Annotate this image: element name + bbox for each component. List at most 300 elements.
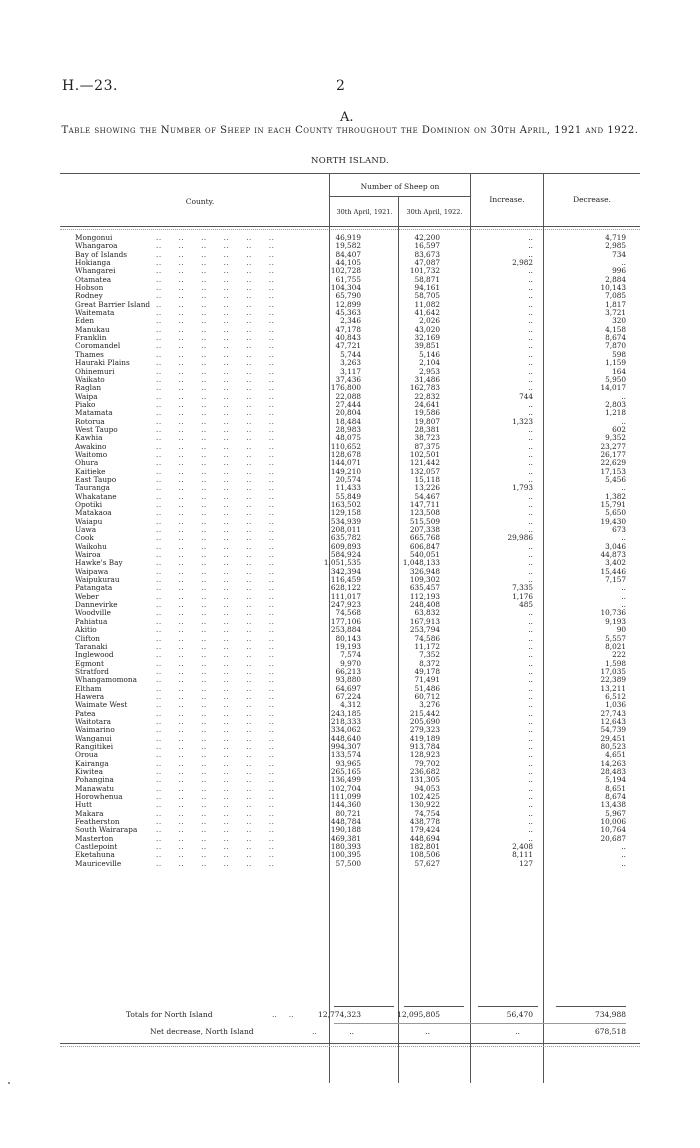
leader-dots: .. .. .. .. .. ..: [156, 474, 275, 484]
decrease-value: 4,158: [605, 324, 626, 334]
increase-value: ..: [528, 374, 533, 384]
decrease-value: 5,557: [605, 633, 626, 643]
table-row: [0, 860, 700, 868]
sheep-1921: 4,312: [340, 700, 361, 710]
county-name: Inglewood: [75, 650, 114, 660]
county-name: Akitio: [75, 625, 97, 635]
sheep-1922: 121,442: [409, 458, 440, 468]
increase-value: ..: [528, 700, 533, 710]
sheep-1922: 42,200: [414, 233, 440, 242]
sheep-1921: 149,210: [330, 466, 361, 476]
increase-value: ..: [528, 808, 533, 818]
decrease-value: 90: [616, 625, 626, 635]
decrease-value: 2,884: [605, 274, 626, 284]
increase-value: ..: [528, 658, 533, 668]
increase-value: ..: [528, 341, 533, 351]
leader-dots: .. .. .. .. .. ..: [156, 358, 275, 368]
leader-dots: .. .. .. .. .. ..: [156, 458, 275, 468]
county-name: Whangaroa: [75, 241, 118, 251]
sheep-1922: 515,509: [409, 516, 440, 526]
totals-rule-1921: [334, 1006, 394, 1007]
decrease-value: 222: [612, 650, 626, 660]
sheep-1921: 342,394: [330, 566, 361, 576]
leader-dots: .. .. .. .. .. ..: [156, 767, 275, 776]
leader-dots: .. .. .. .. .. ..: [156, 416, 275, 426]
sheep-1921: 27,444: [335, 399, 361, 409]
net-label: Net decrease, North Island: [150, 1027, 254, 1036]
sheep-1922: 109,302: [409, 575, 440, 585]
sheep-1921: 65,790: [335, 291, 361, 301]
increase-value: ..: [528, 408, 533, 418]
sheep-1922: 60,712: [414, 691, 440, 701]
leader-dots: .. .. .. .. .. ..: [156, 733, 275, 743]
sheep-1922: 130,922: [409, 800, 440, 810]
net-increase: ..: [515, 1027, 520, 1036]
sheep-1922: 236,682: [409, 767, 440, 776]
county-name: Whangamomona: [75, 675, 137, 685]
county-name: Raglan: [75, 383, 102, 393]
sheep-1921: 102,704: [330, 783, 361, 793]
leader-dots: .. .. .. .. .. ..: [156, 500, 275, 509]
county-name: Mauriceville: [75, 858, 122, 868]
leader-dots: .. .. .. .. .. ..: [156, 608, 275, 618]
sheep-1922: 1,048,133: [402, 558, 440, 568]
county-name: Rodney: [75, 291, 103, 301]
county-name: Waikato: [75, 374, 105, 384]
decrease-value: 3,046: [605, 541, 626, 551]
sheep-1922: 87,375: [414, 441, 440, 451]
table-letter: A.: [340, 110, 354, 125]
decrease-value: 54,739: [600, 725, 626, 735]
sheep-1922: 2,953: [419, 366, 440, 376]
sheep-1922: 101,732: [409, 266, 440, 276]
county-name: Clifton: [75, 633, 100, 643]
county-name: Waiapu: [75, 516, 103, 526]
sheep-1921: 19,193: [335, 641, 361, 651]
county-name: Patangata: [75, 583, 113, 593]
leader-dots: .. .. .. .. .. ..: [156, 633, 275, 643]
decrease-value: 5,950: [605, 374, 626, 384]
leader-dots: .. .. .. .. .. ..: [156, 842, 275, 852]
sheep-1921: 1,051,535: [323, 558, 361, 568]
increase-value: ..: [528, 299, 533, 309]
leader-dots: .. .. .. .. .. ..: [156, 441, 275, 451]
totals-label: Totals for North Island: [126, 1010, 213, 1019]
increase-value: ..: [528, 558, 533, 568]
leader-dots: .. .. .. .. .. ..: [156, 825, 275, 835]
increase-value: ..: [528, 641, 533, 651]
county-name: Piako: [75, 399, 96, 409]
leader-dots: .. .. .. .. .. ..: [156, 625, 275, 635]
sheep-1922: 22,832: [414, 391, 440, 401]
sheep-1921: 48,075: [335, 433, 361, 443]
increase-value: ..: [528, 333, 533, 343]
sheep-1922: 2,026: [419, 316, 440, 326]
decrease-value: 15,791: [600, 500, 626, 509]
sheep-1922: 132,057: [409, 466, 440, 476]
decrease-value: 22,629: [600, 458, 626, 468]
county-name: Pohangina: [75, 775, 114, 785]
leader-dots: .. .. .. .. .. ..: [156, 775, 275, 785]
county-name: Manukau: [75, 324, 110, 334]
county-name: Whangarei: [75, 266, 116, 276]
leader-dots: .. .. .. .. .. ..: [156, 566, 275, 576]
sheep-1921: 57,500: [335, 858, 361, 868]
sheep-1922: 326,948: [409, 566, 440, 576]
increase-value: ..: [528, 666, 533, 676]
increase-value: ..: [528, 675, 533, 685]
leader-dots: .. .. .. .. .. ..: [156, 383, 275, 393]
county-name: Kiwitea: [75, 767, 103, 776]
sheep-1922: 128,923: [409, 750, 440, 760]
increase-value: ..: [528, 608, 533, 618]
increase-value: ..: [528, 291, 533, 301]
sheep-1921: 40,843: [335, 333, 361, 343]
sheep-1922: 38,723: [414, 433, 440, 443]
decrease-value: 10,143: [600, 283, 626, 293]
sheep-1921: 100,395: [330, 850, 361, 860]
leader-dots: .. .. .. .. .. ..: [156, 641, 275, 651]
decrease-value: ..: [621, 533, 626, 543]
sheep-1921: 163,502: [330, 500, 361, 509]
leader-dots: .. .. .. .. .. ..: [156, 266, 275, 276]
sheep-1921: 128,678: [330, 449, 361, 459]
increase-value: ..: [528, 750, 533, 760]
sheep-1921: 64,697: [335, 683, 361, 693]
increase-value: ..: [528, 466, 533, 476]
increase-value: ..: [528, 733, 533, 743]
leader-dots: .. .. .. .. .. ..: [156, 233, 275, 242]
decrease-value: 5,967: [605, 808, 626, 818]
sheep-1921: 635,782: [330, 533, 361, 543]
leader-dots: .. .. .. .. .. ..: [156, 258, 275, 268]
sheep-1922: 11,172: [414, 641, 440, 651]
county-name: Ohinemuri: [75, 366, 115, 376]
county-name: Ohura: [75, 458, 99, 468]
leader-dots: .. .. .. .. .. ..: [156, 666, 275, 676]
decrease-value: 5,194: [605, 775, 626, 785]
decrease-value: 17,035: [600, 666, 626, 676]
decrease-value: 6,512: [605, 691, 626, 701]
county-name: Egmont: [75, 658, 104, 668]
leader-dots: .. .. .. .. .. ..: [156, 241, 275, 251]
header-bottom-rule: [60, 226, 640, 227]
county-name: Great Barrier Island: [75, 299, 151, 309]
sheep-1922: 57,627: [414, 858, 440, 868]
decrease-value: ..: [621, 416, 626, 426]
leader-dots: .. .. .. .. .. ..: [156, 600, 275, 610]
leader-dots: .. .. .. .. .. ..: [156, 366, 275, 376]
decrease-value: 20,687: [600, 833, 626, 843]
county-name: Makara: [75, 808, 104, 818]
county-name: Waimate West: [75, 700, 128, 710]
leader-dots: .. .. .. .. .. ..: [156, 541, 275, 551]
sheep-1921: 136,499: [330, 775, 361, 785]
decrease-value: 4,651: [605, 750, 626, 760]
sheep-1922: 102,501: [409, 449, 440, 459]
county-name: Hawera: [75, 691, 105, 701]
increase-value: 1,323: [512, 416, 533, 426]
sheep-1922: 32,169: [414, 333, 440, 343]
sheep-1921: 265,165: [330, 767, 361, 776]
sheep-1921: 37,436: [335, 374, 361, 384]
increase-value: ..: [528, 800, 533, 810]
decrease-value: ..: [621, 391, 626, 401]
decrease-value: 734: [612, 249, 626, 259]
leader-dots: .. .. .. .. .. ..: [156, 299, 275, 309]
decrease-value: 4,719: [605, 233, 626, 242]
increase-value: ..: [528, 316, 533, 326]
sheep-1922: 448,694: [409, 833, 440, 843]
increase-value: ..: [528, 249, 533, 259]
county-name: Masterton: [75, 833, 114, 843]
county-name: Featherston: [75, 817, 120, 827]
increase-value: ..: [528, 625, 533, 635]
sheep-1922: 913,784: [409, 741, 440, 751]
sheep-1922: 5,146: [419, 349, 440, 359]
net-1921: ..: [349, 1027, 354, 1036]
header-bottom-dotted-rule: [60, 229, 640, 230]
table-bottom-rule: [60, 1043, 640, 1044]
increase-value: 485: [519, 600, 533, 610]
sheep-1922: 2,104: [419, 358, 440, 368]
decrease-value: ..: [621, 850, 626, 860]
leader-dots: .. .. .. .. .. ..: [156, 283, 275, 293]
decrease-value: 3,721: [605, 308, 626, 318]
county-name: Otamatea: [75, 274, 112, 284]
sheep-1922: 74,754: [414, 808, 440, 818]
leader-dots: .. .. .. .. .. ..: [156, 800, 275, 810]
sheep-1921: 2,346: [340, 316, 361, 326]
table-top-rule: [60, 173, 640, 174]
increase-value: 8,111: [512, 850, 533, 860]
decrease-value: 3,402: [605, 558, 626, 568]
increase-value: 29,986: [507, 533, 533, 543]
sheep-1921: 18,484: [335, 416, 361, 426]
sheep-1922: 123,508: [409, 508, 440, 518]
leader-dots: .. .. .. .. .. ..: [156, 491, 275, 501]
sheep-1922: 112,193: [409, 591, 440, 601]
sheep-1921: 20,804: [335, 408, 361, 418]
net-dots: ..: [312, 1027, 317, 1036]
increase-value: ..: [528, 633, 533, 643]
sheep-1922: 39,851: [414, 341, 440, 351]
increase-value: ..: [528, 783, 533, 793]
decrease-value: 673: [612, 525, 626, 535]
sheep-1921: 628,122: [330, 583, 361, 593]
county-name: Thames: [75, 349, 104, 359]
county-name: Hauraki Plains: [75, 358, 130, 368]
sheep-1922: 167,913: [409, 616, 440, 626]
county-name: Manawatu: [75, 783, 115, 793]
increase-value: ..: [528, 792, 533, 802]
sheep-1921: 247,923: [330, 600, 361, 610]
county-name: Hobson: [75, 283, 104, 293]
increase-value: ..: [528, 716, 533, 726]
increase-value: ..: [528, 358, 533, 368]
increase-header: Increase.: [489, 195, 525, 204]
sheep-1921: 22,088: [335, 391, 361, 401]
decrease-value: 10,736: [600, 608, 626, 618]
leader-dots: .. .. .. .. .. ..: [156, 399, 275, 409]
decrease-value: 5,650: [605, 508, 626, 518]
leader-dots: .. .. .. .. .. ..: [156, 716, 275, 726]
county-name: West Taupo: [75, 424, 118, 434]
decrease-value: 602: [612, 424, 626, 434]
year-1922-header: 30th April, 1922.: [406, 208, 463, 216]
totals-decrease: 734,988: [594, 1010, 626, 1019]
leader-dots: .. .. .. .. .. ..: [156, 616, 275, 626]
decrease-value: 9,193: [605, 616, 626, 626]
county-name: Kaitieke: [75, 466, 106, 476]
sheep-1922: 54,467: [414, 491, 440, 501]
increase-value: ..: [528, 550, 533, 560]
county-name: East Taupo: [75, 474, 117, 484]
sheep-1922: 279,323: [409, 725, 440, 735]
leader-dots: .. .. .. .. .. ..: [156, 783, 275, 793]
county-name: Woodville: [75, 608, 111, 618]
sheep-1922: 49,178: [414, 666, 440, 676]
leader-dots: .. .. .. .. .. ..: [156, 550, 275, 560]
sheep-1922: 3,276: [419, 700, 440, 710]
sheep-1922: 79,702: [414, 758, 440, 768]
leader-dots: .. .. .. .. .. ..: [156, 316, 275, 326]
county-name: Kairanga: [75, 758, 109, 768]
sheep-1922: 102,425: [409, 792, 440, 802]
sheep-1921: 129,158: [330, 508, 361, 518]
increase-value: ..: [528, 383, 533, 393]
county-name: Waipawa: [75, 566, 109, 576]
sheep-1921: 102,728: [330, 266, 361, 276]
decrease-value: 14,017: [600, 383, 626, 393]
leader-dots: .. .. .. .. .. ..: [156, 700, 275, 710]
increase-value: ..: [528, 241, 533, 251]
sheep-1922: 540,051: [409, 550, 440, 560]
increase-value: ..: [528, 441, 533, 451]
sheep-1921: 12,899: [335, 299, 361, 309]
county-name: Franklin: [75, 333, 107, 343]
county-name: Waipa: [75, 391, 98, 401]
sheep-1921: 61,755: [335, 274, 361, 284]
increase-value: ..: [528, 324, 533, 334]
sheep-1921: 80,721: [335, 808, 361, 818]
county-name: Pahiatua: [75, 616, 108, 626]
county-name: Mongonui: [75, 233, 113, 242]
increase-value: ..: [528, 817, 533, 827]
decrease-value: 10,006: [600, 817, 626, 827]
increase-value: ..: [528, 758, 533, 768]
leader-dots: .. .. .. .. .. ..: [156, 792, 275, 802]
increase-value: ..: [528, 650, 533, 660]
decrease-value: 1,382: [605, 491, 626, 501]
sheep-1922: 248,408: [409, 600, 440, 610]
sheep-1921: 47,178: [335, 324, 361, 334]
county-name: Dannevirke: [75, 600, 118, 610]
decrease-value: 1,218: [605, 408, 626, 418]
decrease-value: ..: [621, 483, 626, 493]
county-name: Matamata: [75, 408, 113, 418]
totals-row: [0, 1010, 700, 1020]
sheep-1922: 108,506: [409, 850, 440, 860]
increase-value: ..: [528, 775, 533, 785]
sheep-1922: 43,020: [414, 324, 440, 334]
county-name: Hawke's Bay: [75, 558, 123, 568]
decrease-value: 320: [612, 316, 626, 326]
decrease-value: 164: [612, 366, 626, 376]
leader-dots: .. .. .. .. .. ..: [156, 591, 275, 601]
decrease-value: 7,157: [605, 575, 626, 585]
sheep-1922: 31,486: [414, 374, 440, 384]
sheep-1921: 93,880: [335, 675, 361, 685]
sheep-1921: 334,062: [330, 725, 361, 735]
decrease-header: Decrease.: [573, 195, 611, 204]
increase-value: ..: [528, 767, 533, 776]
sheep-1922: 28,381: [414, 424, 440, 434]
leader-dots: .. .. .. .. .. ..: [156, 691, 275, 701]
sheep-1921: 5,744: [340, 349, 361, 359]
sheep-1922: 15,118: [414, 474, 440, 484]
sheep-1921: 144,360: [330, 800, 361, 810]
sheep-1922: 147,711: [409, 500, 440, 509]
table-caption: Table showing the Number of Sheep in each County throughout the Dominion on 30th April, 1921 and 1922.: [61, 125, 639, 136]
sheep-1921: 180,393: [330, 842, 361, 852]
sheep-1922: 74,586: [414, 633, 440, 643]
county-name: Eden: [75, 316, 95, 326]
sheep-1921: 3,263: [340, 358, 361, 368]
county-name: Waipukurau: [75, 575, 120, 585]
leader-dots: .. .. .. .. .. ..: [156, 741, 275, 751]
decrease-value: ..: [621, 600, 626, 610]
increase-value: ..: [528, 433, 533, 443]
decrease-value: ..: [621, 858, 626, 868]
page-speck: [8, 1082, 10, 1084]
sheep-1922: 11,082: [414, 299, 440, 309]
decrease-value: ..: [621, 591, 626, 601]
decrease-value: 8,674: [605, 333, 626, 343]
sheep-1921: 20,574: [335, 474, 361, 484]
decrease-value: 598: [612, 349, 626, 359]
decrease-value: 2,985: [605, 241, 626, 251]
county-name: Cook: [75, 533, 94, 543]
sheep-1921: 9,970: [340, 658, 361, 668]
sheep-1921: 994,307: [330, 741, 361, 751]
sheep-1921: 7,574: [340, 650, 361, 660]
county-name: Waikohu: [75, 541, 107, 551]
sheep-1921: 534,939: [330, 516, 361, 526]
increase-value: ..: [528, 516, 533, 526]
sheep-1921: 116,459: [330, 575, 361, 585]
increase-value: ..: [528, 399, 533, 409]
increase-value: ..: [528, 274, 533, 284]
sheep-1921: 104,304: [330, 283, 361, 293]
increase-value: ..: [528, 691, 533, 701]
decrease-value: 8,674: [605, 792, 626, 802]
sheep-1922: 635,457: [409, 583, 440, 593]
leader-dots: .. .. .. .. .. ..: [156, 341, 275, 351]
sheep-1921: 74,568: [335, 608, 361, 618]
sheep-1922: 94,161: [414, 283, 440, 293]
decrease-value: 80,523: [600, 741, 626, 751]
sheep-1922: 419,189: [409, 733, 440, 743]
sheep-1921: 243,185: [330, 708, 361, 718]
county-name: Waitemata: [75, 308, 115, 318]
county-header: County.: [185, 197, 215, 206]
county-name: Patea: [75, 708, 96, 718]
sheep-1922: 16,597: [414, 241, 440, 251]
sheep-1921: 67,224: [335, 691, 361, 701]
sheep-1921: 190,188: [330, 825, 361, 835]
decrease-value: 29,451: [600, 733, 626, 743]
